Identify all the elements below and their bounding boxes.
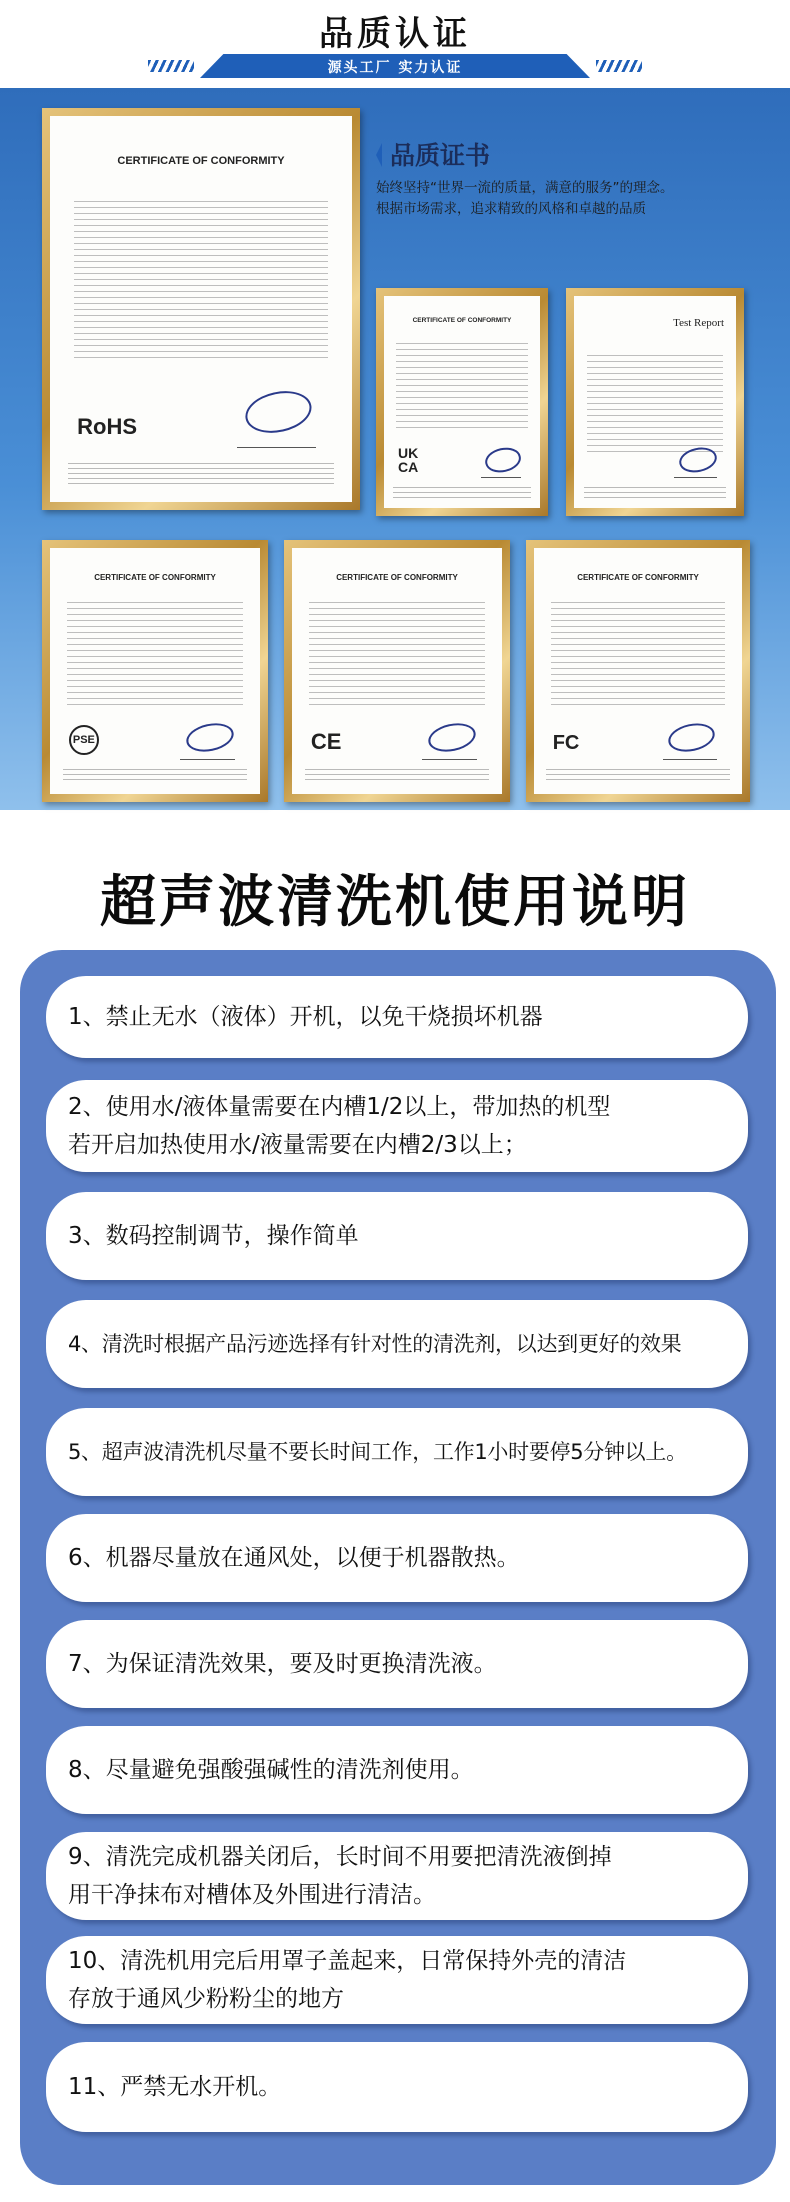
signature-stamp [237, 386, 316, 448]
ukca-logo: UK CA [398, 445, 419, 476]
signature-stamp [663, 720, 717, 759]
instruction-text-line2: 若开启加热使用水/液量需要在内槽2/3以上； [68, 1132, 527, 1158]
certificate-intro [376, 136, 776, 220]
instruction-item [46, 1300, 748, 1388]
instruction-text: 5、超声波清洗机尽量不要长时间工作，工作1小时要停5分钟以上。 [68, 1440, 687, 1464]
certificate-pse [42, 540, 268, 802]
signature-stamp [481, 444, 522, 478]
certificate-intro-line1: 始终坚持“世界一流的质量，满意的服务”的理念。 [376, 180, 674, 196]
certification-title: 品质认证 [319, 14, 471, 54]
fcc-logo: FC [552, 731, 580, 754]
instruction-text: 4、清洗时根据产品污迹选择有针对性的清洗剂，以达到更好的效果 [68, 1332, 682, 1356]
signature-stamp [180, 720, 235, 759]
arrow-icon [376, 143, 382, 167]
instruction-item [46, 1936, 748, 2024]
certificate-title: CERTIFICATE OF CONFORMITY [412, 317, 512, 325]
certificate-title: CERTIFICATE OF CONFORMITY [117, 154, 285, 167]
certificate-title: CERTIFICATE OF CONFORMITY [577, 572, 699, 582]
instruction-text: 6、机器尽量放在通风处，以便于机器散热。 [68, 1545, 520, 1571]
certificate-ce [284, 540, 510, 802]
instruction-item [46, 1620, 748, 1708]
instruction-text: 1、禁止无水（液体）开机，以免干烧损坏机器 [68, 1004, 543, 1030]
instruction-item [46, 1514, 748, 1602]
test-report-title: Test Report [673, 317, 724, 330]
instruction-text: 8、尽量避免强酸强碱性的清洗剂使用。 [68, 1757, 474, 1783]
signature-stamp [422, 720, 477, 759]
instruction-text: 7、为保证清洗效果，要及时更换清洗液。 [68, 1651, 497, 1677]
instruction-text: 3、数码控制调节，操作简单 [68, 1223, 359, 1249]
instruction-item [46, 976, 748, 1058]
instruction-text-line2: 存放于通风少粉粉尘的地方 [68, 1986, 344, 2012]
instruction-item [46, 1832, 748, 1920]
banner [200, 54, 590, 78]
pse-logo: PSE [69, 725, 99, 755]
certificate-title: CERTIFICATE OF CONFORMITY [94, 572, 216, 582]
instruction-text: 11、严禁无水开机。 [68, 2074, 282, 2100]
instruction-item [46, 1192, 748, 1280]
certificate-intro-heading: 品质证书 [390, 141, 491, 170]
manual-title: 超声波清洗机使用说明 [100, 870, 690, 935]
instruction-text-line2: 用干净抹布对槽体及外围进行清洁。 [68, 1882, 436, 1908]
instruction-text: 9、清洗完成机器关闭后，长时间不用要把清洗液倒掉 [68, 1844, 612, 1870]
rohs-logo: RoHS [77, 414, 138, 440]
certificate-rohs [42, 108, 360, 510]
ce-logo: CE [310, 728, 342, 754]
instruction-text: 10、清洗机用完后用罩子盖起来，日常保持外壳的清洁 [68, 1948, 627, 1974]
certificate-title: CERTIFICATE OF CONFORMITY [336, 572, 458, 582]
certification-header [0, 0, 790, 82]
instruction-item [46, 2042, 748, 2132]
certificate-fcc [526, 540, 750, 802]
certification-section [0, 0, 790, 815]
instruction-text: 2、使用水/液体量需要在内槽1/2以上，带加热的机型 [68, 1094, 611, 1120]
banner-text: 源头工厂 实力认证 [327, 60, 463, 76]
certificate-ukca [376, 288, 548, 516]
instruction-item [46, 1408, 748, 1496]
banner-stripes-left [148, 60, 194, 72]
banner-stripes-right [596, 60, 642, 72]
instruction-item [46, 1726, 748, 1814]
instruction-item [46, 1080, 748, 1172]
certificate-intro-line2: 根据市场需求，追求精致的风格和卓越的品质 [376, 201, 646, 217]
test-report [566, 288, 744, 516]
signature-stamp [674, 444, 716, 478]
